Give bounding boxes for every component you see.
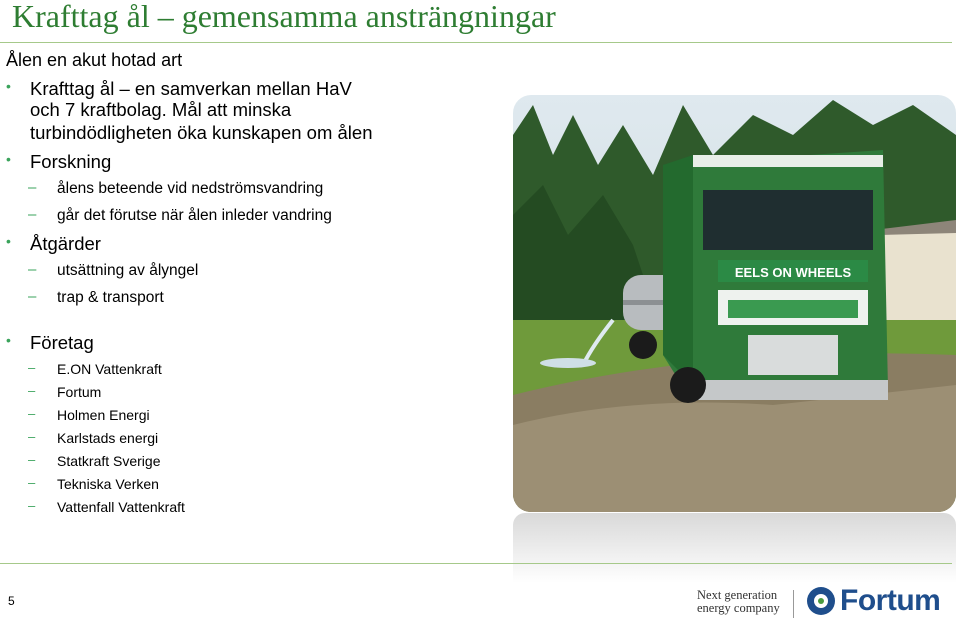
list-item-text: och 7 kraftbolag. Mål att minska [30, 99, 292, 120]
photo-reflection [513, 513, 956, 583]
bullet-icon: • [6, 151, 11, 167]
truck-photo [513, 95, 956, 512]
slide-title: Krafttag ål – gemensamma ansträngningar [12, 0, 556, 34]
list-item-text: Holmen Energi [57, 407, 150, 423]
dash-icon: – [28, 360, 36, 375]
list-item-text: Åtgärder [30, 233, 101, 254]
dash-icon: – [28, 179, 37, 196]
top-divider [0, 42, 952, 43]
dash-icon: – [28, 288, 37, 305]
dash-icon: – [28, 261, 37, 278]
list-item-text: Forskning [30, 151, 112, 172]
list-item-text: trap & transport [57, 289, 164, 306]
intro-line: Ålen en akut hotad art [6, 50, 183, 70]
list-item-text: utsättning av ålyngel [57, 262, 199, 279]
fortum-logo-text: Fortum [840, 584, 941, 617]
list-item-text: Statkraft Sverige [57, 453, 161, 469]
dash-icon: – [28, 429, 36, 444]
list-item-text: går det förutse när ålen inleder vandring [57, 207, 332, 224]
dash-icon: – [28, 452, 36, 467]
list-item-text: Fortum [57, 384, 102, 400]
list-item-text: Vattenfall Vattenkraft [57, 499, 185, 515]
logo-divider [793, 590, 794, 618]
dash-icon: – [28, 498, 36, 513]
bullet-icon: • [6, 233, 11, 249]
bullet-icon: • [6, 78, 11, 94]
page-number: 5 [8, 594, 15, 608]
dash-icon: – [28, 406, 36, 421]
dash-icon: – [28, 206, 37, 223]
bullet-icon: • [6, 332, 11, 348]
fortum-logo [806, 584, 940, 618]
list-item-text: Företag [30, 332, 94, 353]
tagline-line-2: energy company [697, 601, 780, 615]
list-item-text: Tekniska Verken [57, 476, 159, 492]
list-item-text: Krafttag ål – en samverkan mellan HaV [30, 78, 352, 99]
bottom-divider [0, 563, 952, 564]
list-item-text: Karlstads energi [57, 430, 159, 446]
fortum-logo-icon [806, 586, 836, 616]
tagline-line-1: Next generation [697, 588, 778, 602]
list-item-text: E.ON Vattenkraft [57, 361, 162, 377]
list-item-text: turbindödligheten öka kunskapen om ålen [30, 122, 373, 143]
dash-icon: – [28, 475, 36, 490]
list-item-text: ålens beteende vid nedströmsvandring [57, 180, 324, 197]
dash-icon: – [28, 383, 36, 398]
truck-sign: EELS ON WHEELS [734, 265, 852, 280]
tagline [697, 589, 780, 615]
